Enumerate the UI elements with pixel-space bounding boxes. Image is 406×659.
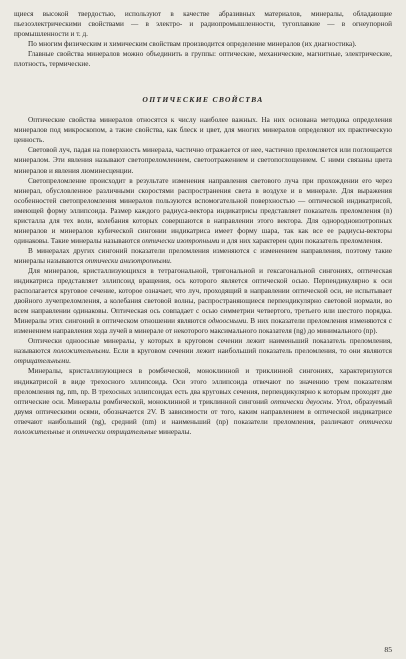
term-biaxial: оптически двуосны [270, 397, 332, 406]
page-number: 85 [384, 645, 392, 654]
paragraph-text: Светопреломление происходит в результате изменения направления светового луча при прохождении его через минерал, обусловленное различными скоростями распространения света в воздухе и в минерале. Для выражения особенностей светопреломления минералов пользуются вспомогательной поверхностью — оптической индикатрисой, имеющей форму эллипсоида. Размер каждого радиуса-вектора индикатрисы представляет показатель преломления (n) кристалла для тех волн, колебания которых совершаются в направлении этого вектора. Для однородноизотропных минералов и минералов кубической сингонии индикатриса имеет форму шара, так как все ее радиусы-векторы одинаковы. Такие минералы называются [14, 176, 392, 245]
term-anisotropic: оптически анизотропными [85, 256, 170, 265]
term-uniaxial: одноосными [208, 317, 247, 326]
paragraph-text: . [169, 256, 172, 265]
paragraph-text: Оптически одноосные минералы, у которых в круговом сечении лежит наименьший показатель преломления, называются [14, 337, 392, 356]
section-heading: ОПТИЧЕСКИЕ СВОЙСТВА [142, 95, 264, 105]
paragraph-text: и [64, 427, 73, 436]
paragraph-text: Для минералов, кристаллизующихся в тетрагональной, тригональной и гексагональной сингониях, оптическая индикатриса представляет эллипсоид вращения, ось которого является оптической осью. Перпендикулярно к оси располагается круговое сечение, которое означает, что луч, проходящий в направлении оптической оси, не испытывает двойного лучепреломления, а колебания световой волны, распространяющиеся перпендикулярно световой нормали, во всем направлении одинаковы. Оптическая ось совпадает с осью симметрии четвертого, третьего или шестого порядка. Минералы этих сингоний в оптическом отношении являются [14, 266, 392, 326]
term-isotropic: оптически изотропными [141, 236, 220, 245]
paragraph-biaxial [14, 366, 392, 436]
paragraph-text: Минералы, кристаллизующиеся в ромбической, моноклинной и триклинной сингониях, характеризуются индикатрисой в виде трехосного эллипсоида. Оси этого эллипсоида отвечают по значению трем показателям преломления ng, nm, np. В трехосных эллипсоидах есть два круговых сечения, перпендикулярно к которым проходят две оптические оси. Минералы ромбической, моноклинной и триклинной сингоний [14, 367, 392, 406]
intro-paragraph-2: По многим физическим и химическим свойствам производится определение минералов (их диагностика). [28, 40, 357, 49]
paragraph-anisotropic [14, 246, 392, 266]
term-optically-positive: оптически положительные [14, 417, 392, 436]
section-gap [14, 69, 392, 85]
paragraph-text: и для них характерен один показатель преломления. [219, 236, 383, 245]
paragraph-text: В минералах других сингоний показатели преломления изменяются с изменением направления, поэтому такие минералы называются [14, 246, 392, 265]
paragraph-optical-importance: Оптические свойства минералов относятся к числу наиболее важных. На них основана методика определения минералов под микроскопом, а такие свойства, как блеск и цвет, для многих минералов определяют их практическую ценность. [14, 116, 392, 145]
paragraph-text: . В них показатели преломления изменяются с изменением направления хода лучей в минерале от некоторого максимального показателя (ng) до минимального (np). [14, 317, 392, 336]
paragraph-text: . Угол, образуемый двумя оптическими осями, обозначается 2V. В зависимости от того, каким направлением в оптической индикатрисе отвечают наибольший (ng), средний (nm) и наименьший (np) показатели преломления, различают [14, 397, 392, 426]
term-negative: отрицательными [14, 357, 69, 366]
intro-paragraph-3: Главные свойства минералов можно объединить в группы: оптические, механические, магнитные, электрические, плотность, термические. [14, 50, 392, 69]
paragraph-sign [14, 336, 392, 366]
intro-block [14, 9, 392, 69]
intro-paragraph-1: щиеся высокой твердостью, используют в качестве абразивных материалов, минералы, обладающие пьезоэлектрическими свойствами — в электро- и радиопромышленности, тугоплавкие — в огнеупорной промышленности и т. д. [14, 10, 392, 39]
paragraph-text: минералы. [156, 427, 192, 436]
term-optically-negative: оптически отрицательные [72, 427, 157, 436]
paragraph-uniaxial [14, 266, 392, 336]
paragraph-text: . Если в круговом сечении лежит наибольший показатель преломления, то они являются [108, 347, 393, 356]
paragraph-text: . [68, 357, 71, 366]
paragraph-light-ray: Световой луч, падая на поверхность минерала, частично отражается от нее, частично преломляется или поглощается минералом. Эти явления называют светопреломлением, светоотражением и светопоглощением. С ними связаны цвета минералов и явления люминесценции. [14, 146, 392, 175]
paragraph-refraction [14, 176, 392, 246]
term-positive: положительными [53, 347, 109, 356]
